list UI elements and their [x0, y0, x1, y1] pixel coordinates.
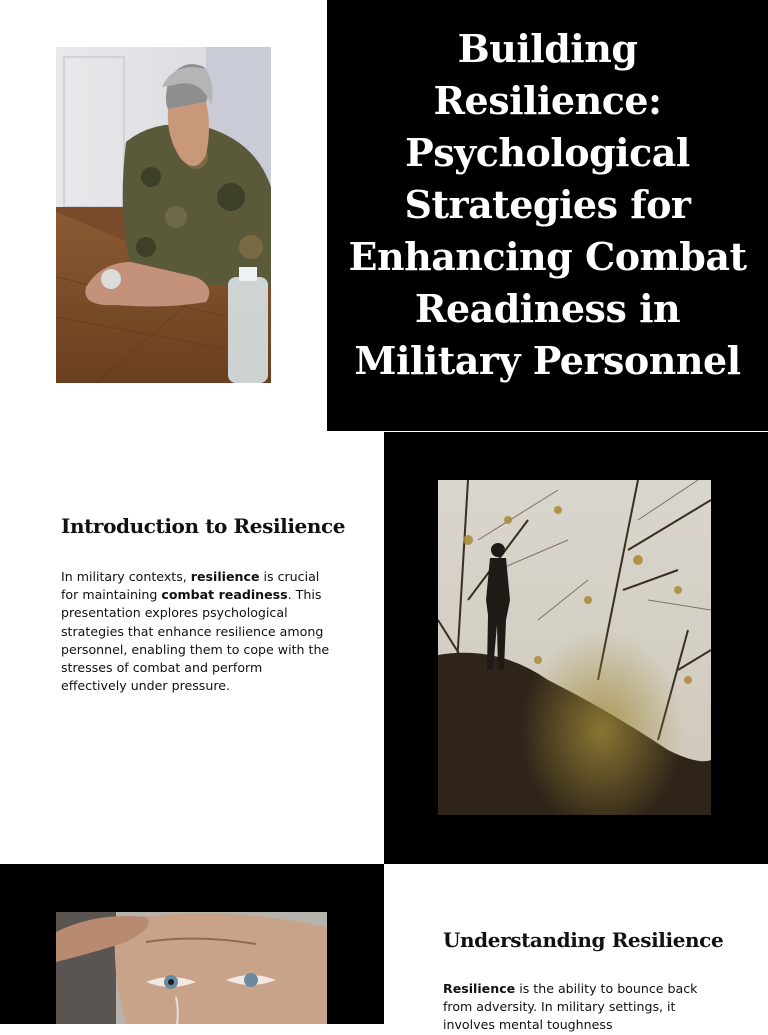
soldier-at-table-photo — [56, 47, 271, 383]
slide-introduction — [0, 432, 768, 864]
silhouette-on-hill-photo — [438, 480, 711, 815]
title-panel — [327, 0, 768, 431]
section-body: In military contexts, resilience is crucial for maintaining combat readiness. This presentation explores psychological strategies that enhance resilience among personnel, enabling them to cope with the stresses of combat and perform effectively under pressure. — [61, 569, 330, 694]
presentation-title: Building Resilience: Psychological Strategies for Enhancing Combat Readiness in Military Personnel — [348, 25, 747, 383]
section-body: Resilience is the ability to bounce back from adversity. In military settings, it involves mental toughness — [443, 981, 698, 1033]
section-heading: Understanding Resilience — [443, 928, 724, 952]
slide-title — [0, 0, 768, 432]
stressed-man-photo — [56, 912, 327, 1024]
section-heading: Introduction to Resilience — [61, 514, 346, 538]
slide-understanding — [0, 864, 768, 1033]
